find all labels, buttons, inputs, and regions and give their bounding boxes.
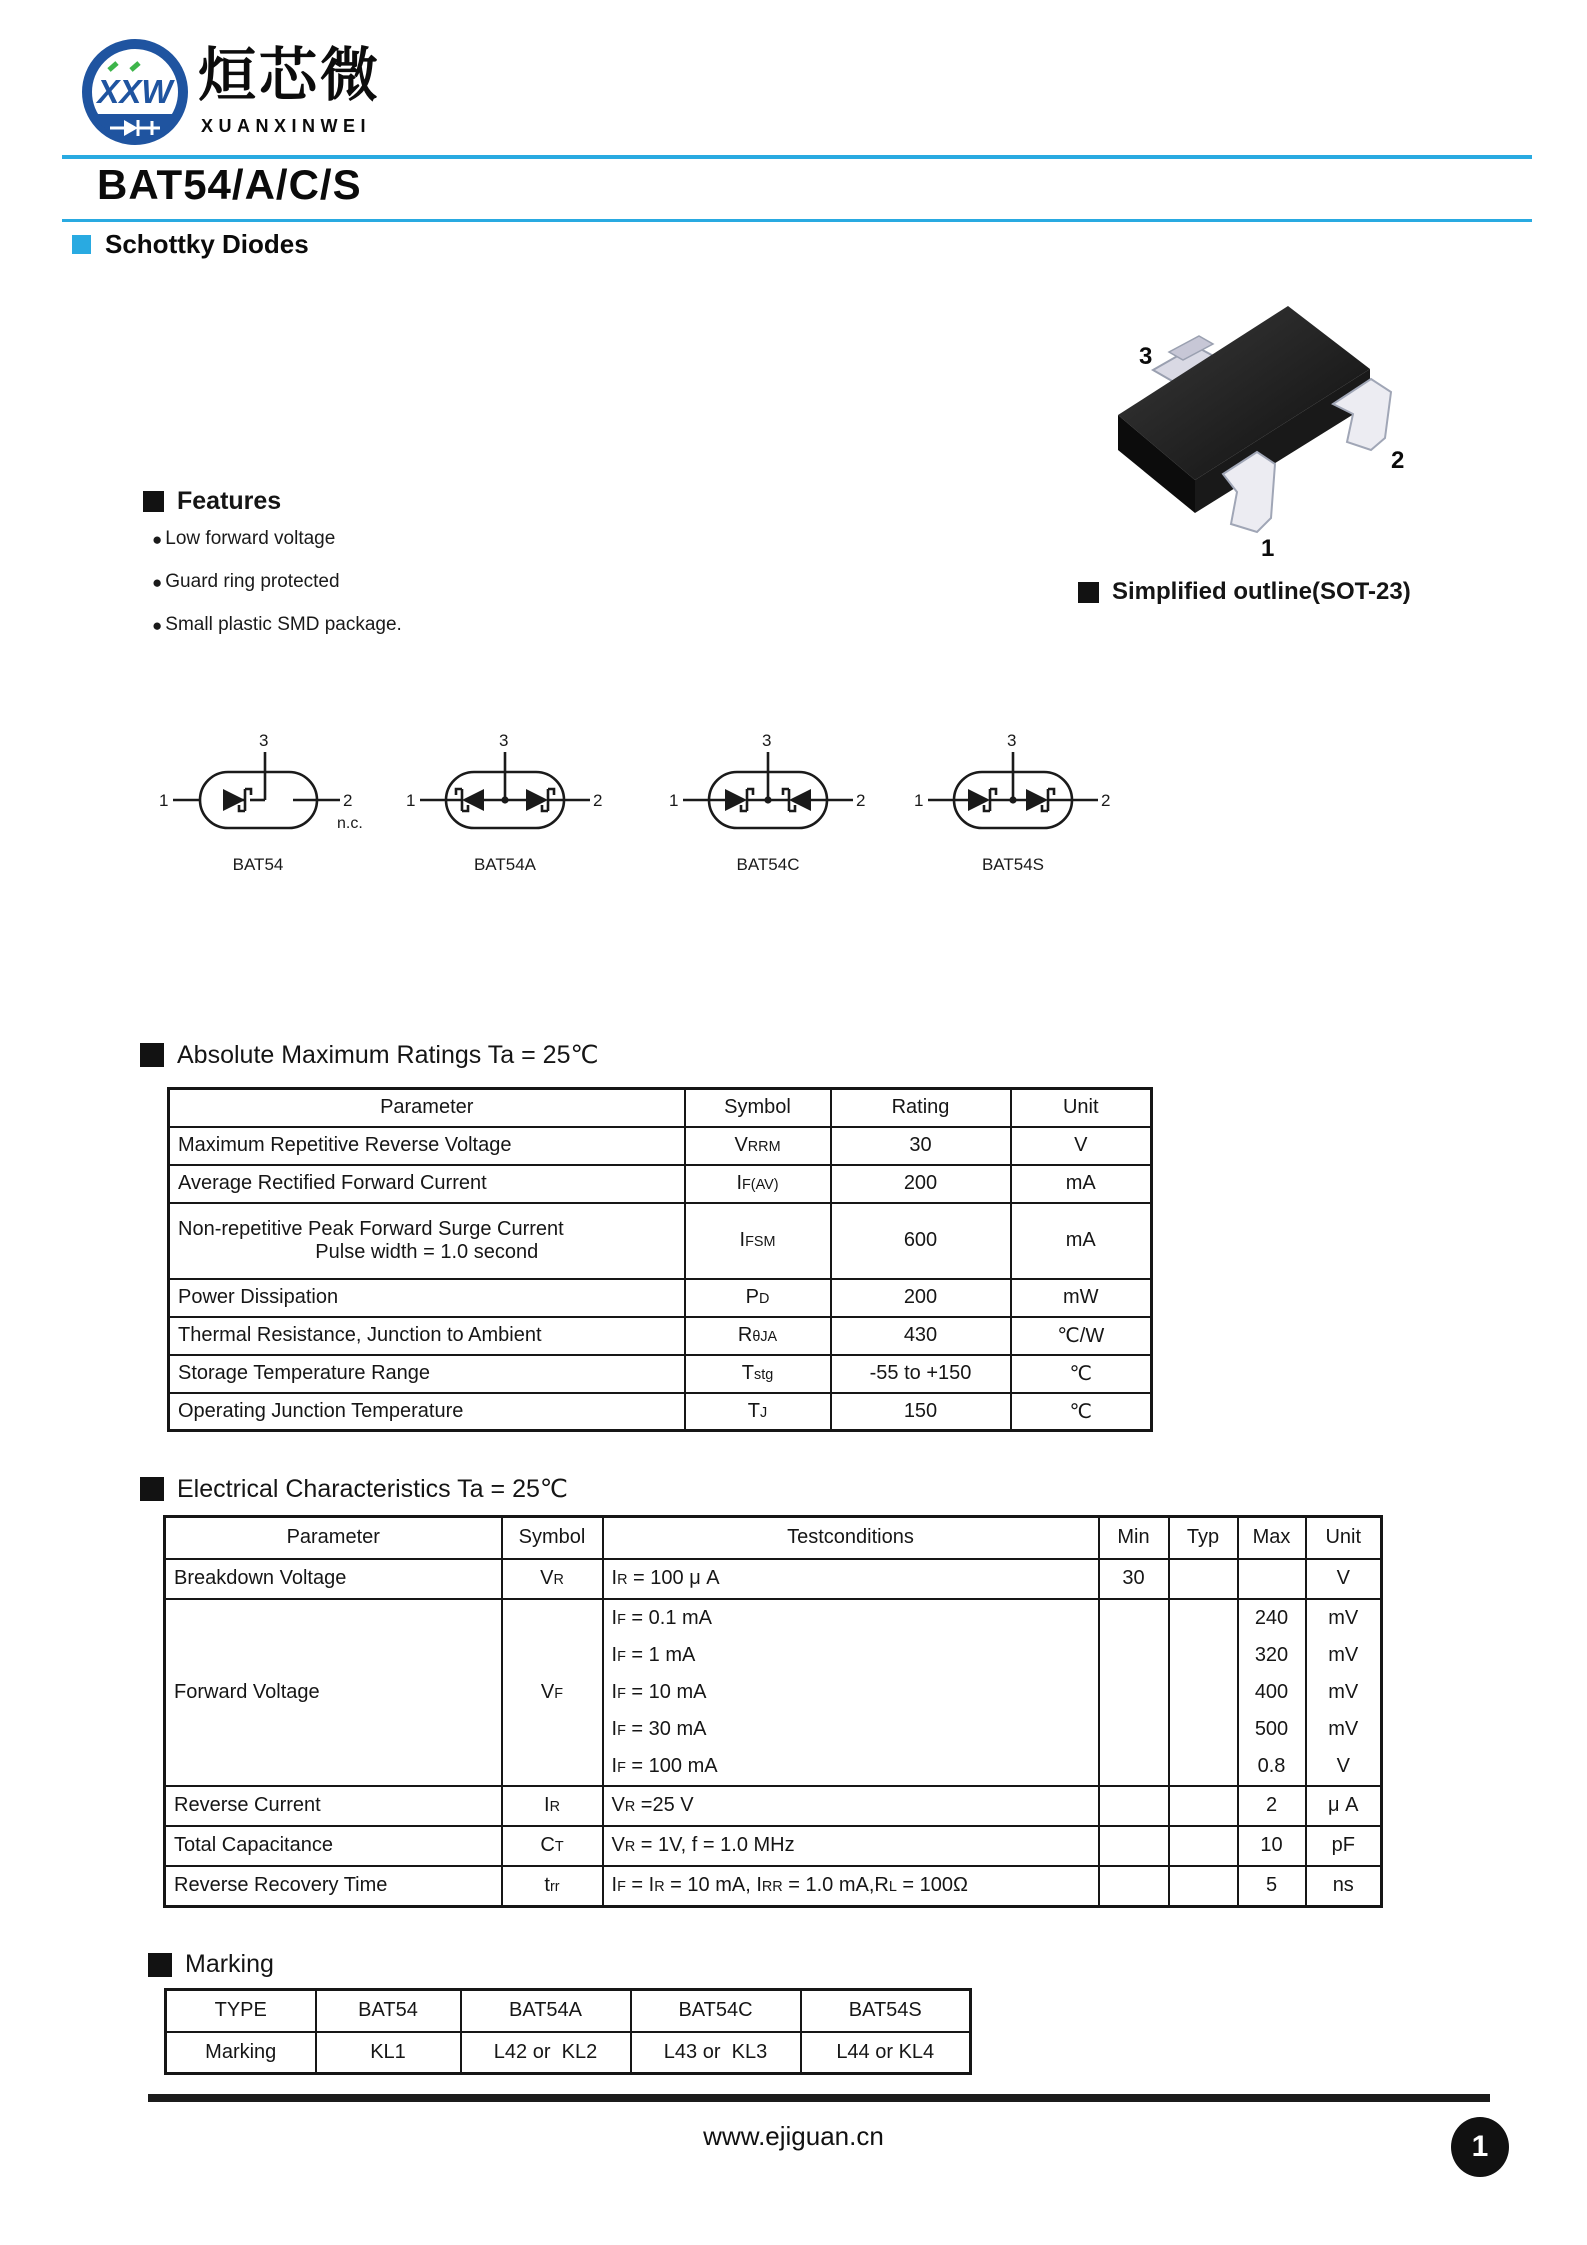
max-line: 320 (1254, 1643, 1289, 1666)
symbol-cell: Tstg (685, 1355, 831, 1393)
symbol-cell: VRRM (685, 1127, 831, 1165)
features-heading (143, 487, 281, 516)
param-cell: Thermal Resistance, Junction to Ambient (169, 1317, 685, 1355)
unit-cell: V (1011, 1127, 1152, 1165)
marking-cell: L43 or KL3 (631, 2032, 801, 2074)
feature-item (152, 571, 340, 593)
abs-max-table (167, 1087, 1153, 1432)
logo-initials: XXW (97, 73, 173, 110)
marking-table (164, 1988, 972, 2075)
symbol-cell: IR (502, 1786, 603, 1826)
col-header: Unit (1306, 1517, 1382, 1559)
col-header: Symbol (685, 1089, 831, 1127)
param-cell: Total Capacitance (165, 1826, 502, 1866)
max-line: 0.8 (1257, 1754, 1286, 1777)
unit-cell: μ A (1306, 1786, 1382, 1826)
pin-3-label: 3 (1007, 731, 1017, 750)
param-line1: Non-repetitive Peak Forward Surge Current (178, 1217, 564, 1240)
col-header: Parameter (169, 1089, 685, 1127)
param-cell: Reverse Current (165, 1786, 502, 1826)
max-cell (1238, 1559, 1306, 1599)
col-header: Max (1238, 1517, 1306, 1559)
table-row (169, 1165, 1152, 1203)
unit-cell: V (1306, 1559, 1382, 1599)
bullet-dot-icon: ● (152, 529, 163, 549)
pin-2-label: 2 (856, 791, 866, 810)
min-cell (1099, 1826, 1169, 1866)
cond-cell: IR = 100 μ A (603, 1559, 1099, 1599)
table-row-forward-voltage (165, 1599, 1382, 1786)
table-row (165, 1786, 1382, 1826)
type-cell: BAT54A (461, 1990, 631, 2032)
category-heading (72, 229, 309, 260)
table-row (169, 1393, 1152, 1431)
type-cell: BAT54 (316, 1990, 461, 2032)
rating-cell: 30 (831, 1127, 1011, 1165)
figure-name: BAT54A (473, 855, 537, 874)
pin-2-label: 2 (343, 791, 353, 810)
typ-cell (1169, 1786, 1238, 1826)
feature-text: Small plastic SMD package. (165, 614, 402, 635)
cond-line: IF = 100 mA (611, 1754, 718, 1777)
typ-cell (1169, 1866, 1238, 1907)
max-cell: 2 (1238, 1786, 1306, 1826)
pin-2-label: 2 (593, 791, 603, 810)
abs-max-title: Absolute Maximum Ratings Ta = 25℃ (177, 1041, 599, 1069)
category-bullet-icon (72, 235, 91, 254)
table-header-row (165, 1517, 1382, 1559)
max-line: 240 (1254, 1606, 1289, 1629)
param-line2: Pulse width = 1.0 second (315, 1240, 539, 1263)
table-row (166, 1990, 971, 2032)
pin-3-label: 3 (1139, 343, 1153, 370)
page-number: 1 (1471, 2130, 1489, 2163)
feature-item (152, 614, 402, 636)
marking-title: Marking (185, 1950, 274, 1978)
col-header: Testconditions (603, 1517, 1099, 1559)
elec-table (163, 1515, 1383, 1908)
cond-cell: IF = IR = 10 mA, IRR = 1.0 mA,RL = 100Ω (603, 1866, 1099, 1907)
rating-cell: -55 to +150 (831, 1355, 1011, 1393)
cond-line: IF = 1 mA (611, 1643, 696, 1666)
cond-cell (603, 1599, 1099, 1786)
type-cell: BAT54C (631, 1990, 801, 2032)
max-cell: 10 (1238, 1826, 1306, 1866)
table-row (165, 1559, 1382, 1599)
typ-cell (1169, 1599, 1238, 1786)
min-cell: 30 (1099, 1559, 1169, 1599)
min-cell (1099, 1599, 1169, 1786)
type-cell: BAT54S (801, 1990, 971, 2032)
table-row (169, 1279, 1152, 1317)
unit-cell: ℃/W (1011, 1317, 1152, 1355)
min-cell (1099, 1786, 1169, 1826)
page-number-badge (1451, 2117, 1509, 2177)
cond-cell: VR = 1V, f = 1.0 MHz (603, 1826, 1099, 1866)
rating-cell: 200 (831, 1279, 1011, 1317)
cond-line: IF = 0.1 mA (611, 1606, 713, 1629)
bullet-dot-icon: ● (152, 572, 163, 592)
param-cell: Breakdown Voltage (165, 1559, 502, 1599)
junction-dot (501, 796, 508, 803)
figure-name: BAT54 (232, 855, 284, 874)
unit-line: mV (1328, 1717, 1359, 1740)
param-cell: Storage Temperature Range (169, 1355, 685, 1393)
part-number-title: BAT54/A/C/S (97, 161, 362, 208)
max-cell (1238, 1599, 1306, 1786)
diode-triangle (526, 789, 548, 811)
rating-cell: 200 (831, 1165, 1011, 1203)
symbol-cell: CT (502, 1826, 603, 1866)
param-cell (169, 1203, 685, 1279)
section-square-icon (1078, 582, 1099, 603)
unit-cell: mW (1011, 1279, 1152, 1317)
pin-3-label: 3 (259, 731, 269, 750)
logo-company-name-en: XUANXINWEI (201, 116, 372, 136)
logo-green-tick-2 (131, 63, 139, 70)
features-title: Features (177, 487, 282, 515)
footer-url: www.ejiguan.cn (703, 2121, 884, 2151)
feature-text: Guard ring protected (165, 571, 340, 592)
figure-bat54a (400, 728, 610, 846)
table-row (169, 1127, 1152, 1165)
junction-dot (764, 796, 771, 803)
unit-cell: ℃ (1011, 1393, 1152, 1431)
max-line: 500 (1254, 1717, 1289, 1740)
marking-cell: L42 or KL2 (461, 2032, 631, 2074)
col-header: Min (1099, 1517, 1169, 1559)
diode-triangle (968, 789, 990, 811)
typ-cell (1169, 1559, 1238, 1599)
table-row (169, 1355, 1152, 1393)
elec-title: Electrical Characteristics Ta = 25℃ (177, 1475, 568, 1503)
typ-cell (1169, 1826, 1238, 1866)
company-logo (76, 34, 198, 152)
col-header: Typ (1169, 1517, 1238, 1559)
diode-triangle (1026, 789, 1048, 811)
pin-1-label: 1 (669, 791, 679, 810)
pin-3-label: 3 (499, 731, 509, 750)
table-row (166, 2032, 971, 2074)
rating-cell: 150 (831, 1393, 1011, 1431)
diode-triangle (789, 789, 811, 811)
diode-triangle (223, 789, 245, 811)
symbol-cell: IFSM (685, 1203, 831, 1279)
unit-cell: pF (1306, 1826, 1382, 1866)
symbol-cell: VR (502, 1559, 603, 1599)
section-square-icon (140, 1477, 164, 1501)
unit-cell: ℃ (1011, 1355, 1152, 1393)
symbol-cell: trr (502, 1866, 603, 1907)
unit-line: mV (1328, 1606, 1359, 1629)
section-square-icon (140, 1043, 164, 1067)
unit-cell (1306, 1599, 1382, 1786)
header-rule-bottom (62, 219, 1532, 222)
category-label: Schottky Diodes (105, 229, 309, 259)
table-row (165, 1866, 1382, 1907)
col-header: Unit (1011, 1089, 1152, 1127)
unit-line: mV (1328, 1643, 1359, 1666)
marking-cell: KL1 (316, 2032, 461, 2074)
pin-1-label: 1 (159, 791, 169, 810)
bullet-dot-icon: ● (152, 615, 163, 635)
table-row (169, 1203, 1152, 1279)
unit-cell: ns (1306, 1866, 1382, 1907)
param-cell: Forward Voltage (165, 1599, 502, 1786)
col-header: Symbol (502, 1517, 603, 1559)
header-rule-top (62, 155, 1532, 159)
feature-text: Low forward voltage (165, 528, 336, 549)
unit-cell: mA (1011, 1165, 1152, 1203)
section-square-icon (148, 1953, 172, 1977)
rating-cell: 600 (831, 1203, 1011, 1279)
rating-cell: 430 (831, 1317, 1011, 1355)
figure-bat54s (908, 728, 1118, 846)
logo-company-name-cn: 烜芯微 (198, 43, 382, 108)
marking-header-cell: Marking (166, 2032, 316, 2074)
pin-2-label: 2 (1101, 791, 1111, 810)
cond-line: IF = 10 mA (611, 1680, 707, 1703)
param-cell: Maximum Repetitive Reverse Voltage (169, 1127, 685, 1165)
abs-max-heading (140, 1040, 599, 1070)
unit-cell: mA (1011, 1203, 1152, 1279)
outline-heading (1078, 578, 1411, 606)
param-cell: Average Rectified Forward Current (169, 1165, 685, 1203)
marking-cell: L44 or KL4 (801, 2032, 971, 2074)
table-header-row (169, 1089, 1152, 1127)
figure-name: BAT54C (736, 855, 800, 874)
max-cell: 5 (1238, 1866, 1306, 1907)
unit-line: V (1336, 1754, 1350, 1777)
section-square-icon (143, 491, 164, 512)
figure-bat54 (153, 728, 363, 846)
param-cell: Operating Junction Temperature (169, 1393, 685, 1431)
unit-line: mV (1328, 1680, 1359, 1703)
pin-2-label: 2 (1391, 447, 1405, 474)
cond-line: IF = 30 mA (611, 1717, 707, 1740)
cond-cell: VR =25 V (603, 1786, 1099, 1826)
figure-bat54c (663, 728, 873, 846)
symbol-cell: VF (502, 1599, 603, 1786)
type-header-cell: TYPE (166, 1990, 316, 2032)
footer-rule (148, 2094, 1490, 2102)
outline-title: Simplified outline(SOT-23) (1112, 578, 1411, 605)
symbol-cell: IF(AV) (685, 1165, 831, 1203)
figure-name: BAT54S (981, 855, 1045, 874)
col-header: Parameter (165, 1517, 502, 1559)
sot23-package-image (1095, 292, 1415, 567)
elec-heading (140, 1474, 568, 1504)
nc-note: n.c. (337, 815, 363, 832)
param-cell: Reverse Recovery Time (165, 1866, 502, 1907)
feature-item (152, 528, 335, 550)
pin-1-label: 1 (914, 791, 924, 810)
col-header: Rating (831, 1089, 1011, 1127)
symbol-cell: TJ (685, 1393, 831, 1431)
table-row (169, 1317, 1152, 1355)
symbol-cell: PD (685, 1279, 831, 1317)
logo-green-tick-1 (109, 63, 117, 70)
pin-1-label: 1 (1261, 535, 1275, 562)
junction-dot (1009, 796, 1016, 803)
param-cell: Power Dissipation (169, 1279, 685, 1317)
diode-triangle (462, 789, 484, 811)
marking-heading (148, 1950, 274, 1979)
min-cell (1099, 1866, 1169, 1907)
pin-3-label: 3 (762, 731, 772, 750)
max-line: 400 (1254, 1680, 1289, 1703)
table-row (165, 1826, 1382, 1866)
pin-1-label: 1 (406, 791, 416, 810)
diode-triangle (725, 789, 747, 811)
symbol-cell: RθJA (685, 1317, 831, 1355)
